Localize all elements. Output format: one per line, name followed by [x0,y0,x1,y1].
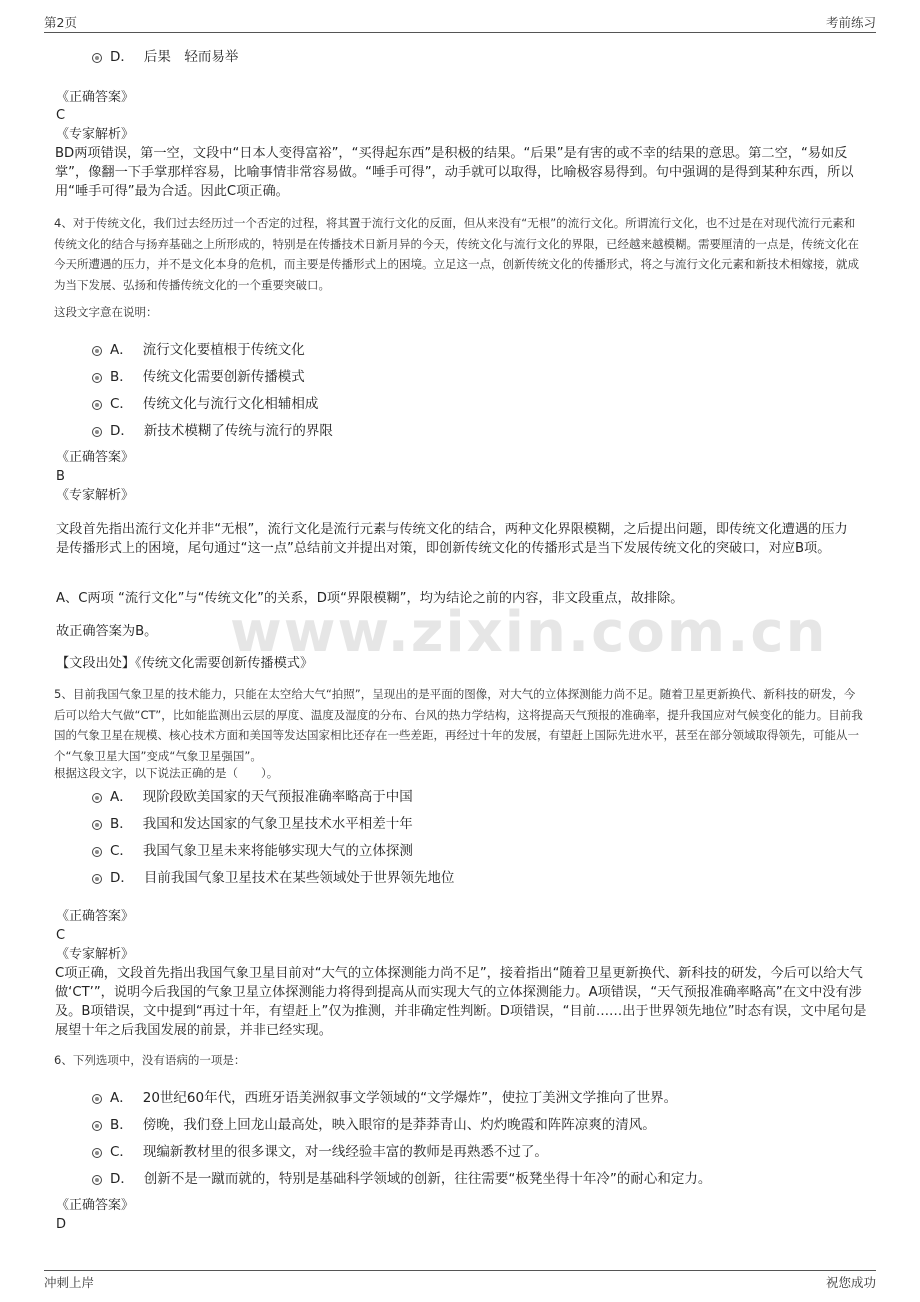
option-letter: B． [110,1117,133,1133]
answer-value: D [56,1217,67,1232]
source-citation: 【文段出处】《传统文化需要创新传播模式》 [56,656,314,671]
radio-icon[interactable] [92,847,102,857]
option-letter: B． [110,369,133,385]
option-text: 我国和发达国家的气象卫星技术水平相差十年 [142,816,413,832]
header-title: 考前练习 [825,15,876,30]
analysis-text: C项正确，文段首先指出我国气象卫星目前对“大气的立体探测能力尚不足”，接着指出“随着卫星更新换代、新科技的研发，今后可以给大气做‘CT’”，说明今后我国的气象卫星立体探测能力将得到提高从而实现大气的立体探测能力。A项错误，“天气预报准确率略高”在文中没有涉及。B项错误，文中提到“再过十年，有望赶上”仅为推测，并非确定性判断。D项错误，“目前……出于世界领先地位”时态有误，文中尾句是展望十年之后我国发展的前景，并非已经实现。 [55,966,867,1038]
option-letter: D． [110,49,134,65]
answer-label: 《正确答案》 [56,450,135,465]
option-letter: B． [110,816,133,832]
option-letter: C． [110,1144,133,1160]
q4-option-a[interactable] [92,337,305,359]
radio-icon[interactable] [92,53,102,63]
option-letter: A． [110,789,133,805]
radio-icon[interactable] [92,1094,102,1104]
option-letter: D． [110,423,134,439]
analysis-text: BD两项错误，第一空，文段中“日本人变得富裕”，“买得起东西”是积极的结果。“后果”是有害的或不幸的结果的意思。第二空，“易如反掌”，像翻一下手掌那样容易，比喻事情非常容易做。“唾手可得”，动手就可以取得，比喻极容易得到。句中强调的是得到某种东西，所以用“唾手可得”最为合适。因此C项正确。 [55,146,854,199]
analysis-text: A、C两项 “流行文化”与“传统文化”的关系，D项“界限模糊”，均为结论之前的内容，非文段重点，故排除。 [56,591,684,606]
option-text: 创新不是一蹴而就的，特别是基础科学领域的创新，往往需要“板凳坐得十年冷”的耐心和定力。 [143,1171,712,1187]
option-letter: D． [110,870,134,886]
q4-option-c[interactable] [92,391,318,413]
q4-option-d[interactable] [92,418,333,440]
radio-icon[interactable] [92,373,102,383]
q5-stem: 5、目前我国气象卫星的技术能力，只能在太空给大气“拍照”，呈现出的是平面的图像，对大气的立体探测能力尚不足。随着卫星更新换代、新科技的研发，今后可以给大气做“CT”，比如能监测出云层的厚度、温度及湿度的分布、台风的热力学结构，这将提高天气预报的准确率，提升我国应对气候变化的能力。目前我国的气象卫星在规模、核心技术方面和美国等发达国家相比还存在一些差距，再经过十年的发展，有望赶上国际先进水平，甚至在部分领域取得领先，可能从一个“气象卫星大国”变成“气象卫星强国”。 [54,687,863,763]
option-text: 目前我国气象卫星技术在某些领域处于世界领先地位 [143,870,455,886]
option-letter: C． [110,843,133,859]
option-text: 传统文化与流行文化相辅相成 [142,396,319,412]
q5-option-c[interactable] [92,838,413,860]
radio-icon[interactable] [92,820,102,830]
option-text: 流行文化要植根于传统文化 [142,342,305,358]
option-text: 傍晚，我们登上回龙山最高处，映入眼帘的是莽莽青山、灼灼晚霞和阵阵凉爽的清风。 [142,1117,656,1133]
page-number: 第2页 [44,15,77,30]
option-letter: A． [110,1090,133,1106]
q5-question: 根据这段文字，以下说法正确的是（ ）。 [54,766,279,780]
q5-option-b[interactable] [92,811,413,833]
analysis-label: 《专家解析》 [56,127,135,142]
option-text: 我国气象卫星未来将能够实现大气的立体探测 [142,843,413,859]
option-letter: D． [110,1171,134,1187]
option-letter: A． [110,342,133,358]
q6-option-d[interactable] [92,1166,711,1188]
page-footer [44,1270,876,1293]
analysis-label: 《专家解析》 [56,947,135,962]
radio-icon[interactable] [92,874,102,884]
q4-option-b[interactable] [92,364,305,386]
q5-option-a[interactable] [92,784,413,806]
radio-icon[interactable] [92,427,102,437]
answer-value: B [56,469,65,484]
answer-value: C [56,108,66,123]
radio-icon[interactable] [92,1175,102,1185]
radio-icon[interactable] [92,793,102,803]
option-letter: C． [110,396,133,412]
q6-option-a[interactable] [92,1085,677,1107]
q4-stem: 4、对于传统文化，我们过去经历过一个否定的过程，将其置于流行文化的反面，但从来没有“无根”的流行文化。所谓流行文化，也不过是在对现代流行元素和传统文化的结合与扬弃基础之上所形成的，特别是在传播技术日新月异的今天，传统文化与流行文化的界限，已经越来越模糊。需要厘清的一点是，传统文化在今天所遭遇的压力，并不是文化本身的危机，而主要是传播形式上的困境。立足这一点，创新传统文化的传播形式，将之与流行文化元素和新技术相嫁接，就成为当下发展、弘扬和传播传统文化的一个重要突破口。 [54,216,859,292]
radio-icon[interactable] [92,346,102,356]
radio-icon[interactable] [92,400,102,410]
page-header [44,12,876,33]
radio-icon[interactable] [92,1121,102,1131]
q6-stem: 6、下列选项中，没有语病的一项是： [54,1053,246,1067]
footer-left: 冲刺上岸 [44,1275,95,1290]
radio-icon[interactable] [92,1148,102,1158]
option-text: 后果 轻而易举 [143,49,239,65]
answer-label: 《正确答案》 [56,909,135,924]
q6-option-b[interactable] [92,1112,656,1134]
answer-label: 《正确答案》 [56,1198,135,1213]
option-text: 20世纪60年代，西班牙语美洲叙事文学领域的“文学爆炸”，使拉丁美洲文学推向了世界。 [142,1090,678,1106]
q6-option-c[interactable] [92,1139,548,1161]
option-text: 现编新教材里的很多课文，对一线经验丰富的教师是再熟悉不过了。 [142,1144,548,1160]
option-text: 现阶段欧美国家的天气预报准确率略高于中国 [142,789,413,805]
answer-label: 《正确答案》 [56,90,135,105]
q5-option-d[interactable] [92,865,454,887]
q4-question: 这段文字意在说明： [54,305,158,319]
footer-right: 祝您成功 [825,1275,876,1290]
option-text: 新技术模糊了传统与流行的界限 [143,423,333,439]
watermark: www.zixin.com.cn [230,600,828,665]
q3-option-d[interactable] [92,44,238,66]
analysis-text: 文段首先指出流行文化并非“无根”，流行文化是流行元素与传统文化的结合，两种文化界限模糊，之后提出问题，即传统文化遭遇的压力是传播形式上的困境，尾句通过“这一点”总结前文并提出对策，即创新传统文化的传播形式是当下发展传统文化的突破口，对应B项。 [56,522,848,556]
analysis-text: 故正确答案为B。 [56,624,158,639]
answer-value: C [56,928,66,943]
option-text: 传统文化需要创新传播模式 [142,369,305,385]
analysis-label: 《专家解析》 [56,488,135,503]
